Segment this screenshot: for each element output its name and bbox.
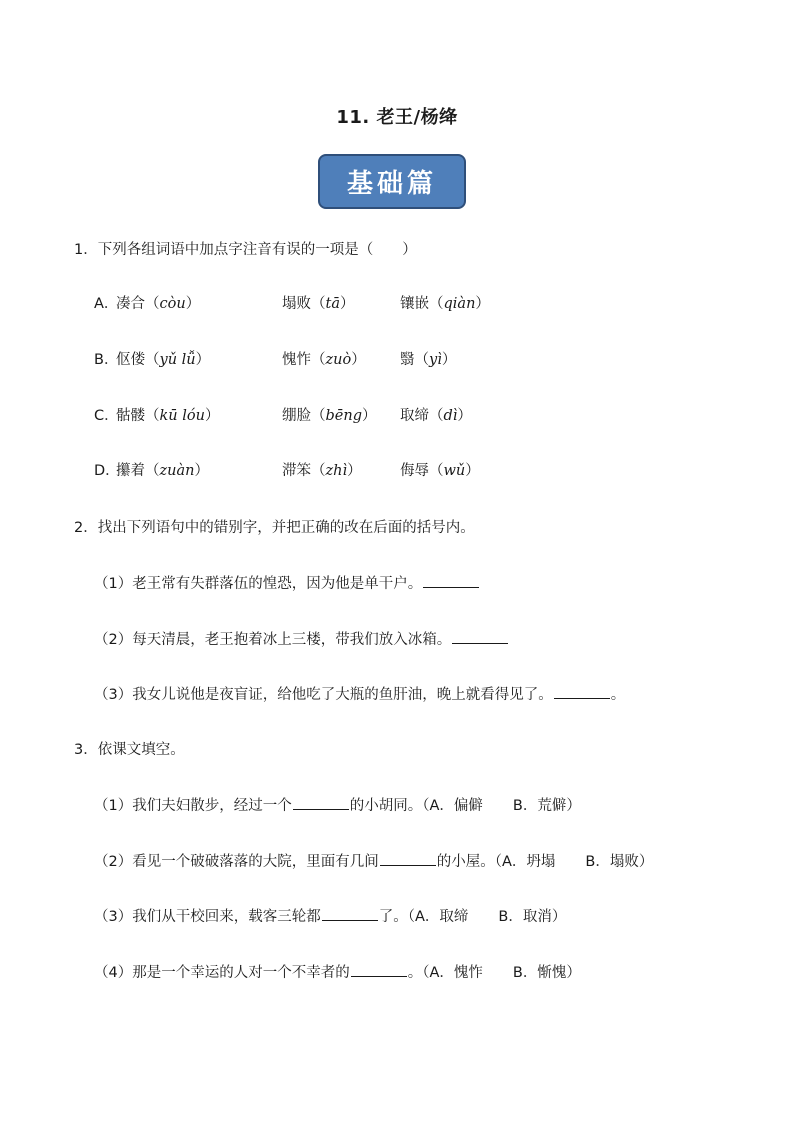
question-3-stem: 3．依课文填空。 xyxy=(74,742,185,758)
option-word: 翳 xyxy=(400,352,415,368)
option-word: 攥着 xyxy=(116,463,145,479)
option-term xyxy=(282,294,354,314)
answer-blank[interactable] xyxy=(351,962,407,977)
question-3-item-4 xyxy=(94,962,581,983)
option-word: 凑合 xyxy=(116,296,145,312)
question-3-item-before: （3）我们从干校回来，载客三轮都 xyxy=(94,909,321,925)
option-pinyin: zuò xyxy=(325,352,352,368)
paren-open: （ xyxy=(429,408,444,424)
option-a: （A．坍塌 xyxy=(494,854,556,870)
question-2-item-text: （3）我女儿说他是夜盲证，给他吃了大瓶的鱼肝油，晚上就看得见了。 xyxy=(94,687,553,703)
paren-close: ） xyxy=(457,408,472,424)
question-2-item-text: （1）老王常有失群落伍的惶恐，因为他是单干户。 xyxy=(94,576,423,592)
option-term xyxy=(116,350,210,370)
option-term xyxy=(116,461,209,481)
answer-blank[interactable] xyxy=(322,906,378,921)
option-b: B．荒僻） xyxy=(512,798,581,814)
answer-blank[interactable] xyxy=(554,684,610,699)
question-2-item-3 xyxy=(94,684,625,705)
question-3-item-3 xyxy=(94,906,566,927)
option-pinyin: yǔ lǚ xyxy=(159,352,196,368)
option-term xyxy=(116,294,200,314)
paren-open: （ xyxy=(145,352,160,368)
paren-close: ） xyxy=(347,463,362,479)
question-3-item-2 xyxy=(94,851,653,872)
option-word: 镶嵌 xyxy=(400,296,429,312)
question-3-item-before: （4）那是一个幸运的人对一个不幸者的 xyxy=(94,965,350,981)
option-pinyin: wǔ xyxy=(443,463,466,479)
option-term xyxy=(116,406,219,426)
option-word: 塌败 xyxy=(282,296,311,312)
answer-blank[interactable] xyxy=(293,795,349,810)
question-3-item-before: （1）我们夫妇散步，经过一个 xyxy=(94,798,292,814)
question-2-item-1 xyxy=(94,573,480,594)
option-pinyin: bēng xyxy=(325,408,362,424)
option-pinyin: tā xyxy=(325,296,340,312)
option-word: 伛偻 xyxy=(116,352,145,368)
question-2-item-2 xyxy=(94,629,509,650)
question-3-item-after: 的小胡同。 xyxy=(349,798,423,814)
paren-close: ） xyxy=(441,352,457,368)
paren-open: （ xyxy=(311,296,326,312)
question-3-item-after: 了。 xyxy=(378,909,408,925)
paren-close: ） xyxy=(361,408,377,424)
option-pinyin: qiàn xyxy=(443,296,476,312)
paren-open: （ xyxy=(429,463,444,479)
answer-blank[interactable] xyxy=(452,629,508,644)
paren-open: （ xyxy=(311,352,326,368)
option-word: 愧怍 xyxy=(282,352,311,368)
question-2-item-tail: 。 xyxy=(610,687,626,703)
paren-open: （ xyxy=(145,408,160,424)
option-pinyin: zhì xyxy=(325,463,348,479)
section-badge xyxy=(318,154,466,209)
option-a: （A．偏僻 xyxy=(422,798,483,814)
paren-close: ） xyxy=(475,296,490,312)
option-term xyxy=(400,294,490,314)
option-term xyxy=(282,406,376,426)
paren-open: （ xyxy=(414,352,429,368)
question-3-item-after: 。 xyxy=(407,965,423,981)
paren-close: ） xyxy=(194,463,209,479)
question-3-item-before: （2）看见一个破破落落的大院，里面有几间 xyxy=(94,854,379,870)
option-label: C． xyxy=(94,408,119,424)
question-1-stem: 1．下列各组词语中加点字注音有误的一项是（ ） xyxy=(74,242,417,258)
option-term xyxy=(400,406,472,426)
paren-open: （ xyxy=(429,296,444,312)
option-pinyin: dì xyxy=(443,408,458,424)
paren-close: ） xyxy=(195,352,211,368)
paren-close: ） xyxy=(339,296,355,312)
option-term xyxy=(282,461,362,481)
paren-open: （ xyxy=(311,463,326,479)
option-pinyin: zuàn xyxy=(159,463,195,479)
option-b: B．惭愧） xyxy=(512,965,581,981)
paren-open: （ xyxy=(145,463,160,479)
section-badge-label: 基础篇 xyxy=(346,169,437,199)
question-2-item-text: （2）每天清晨，老王抱着冰上三楼，带我们放入冰箱。 xyxy=(94,632,452,648)
option-word: 滞笨 xyxy=(282,463,311,479)
answer-blank[interactable] xyxy=(423,573,479,588)
question-3-item-1 xyxy=(94,795,581,816)
option-term xyxy=(400,350,456,370)
paren-open: （ xyxy=(311,408,326,424)
answer-blank[interactable] xyxy=(380,851,436,866)
option-term xyxy=(400,461,480,481)
option-word: 骷髅 xyxy=(116,408,145,424)
option-label: B． xyxy=(94,352,119,368)
paren-open: （ xyxy=(145,296,160,312)
option-label: A． xyxy=(94,296,119,312)
option-a: （A．愧怍 xyxy=(422,965,483,981)
question-3-item-after: 的小屋。 xyxy=(436,854,495,870)
paren-close: ） xyxy=(351,352,366,368)
option-term xyxy=(282,350,366,370)
option-pinyin: còu xyxy=(159,296,186,312)
page-title: 11. 老王/杨绛 xyxy=(336,107,458,128)
paren-close: ） xyxy=(465,463,480,479)
question-2-stem: 2．找出下列语句中的错别字，并把正确的改在后面的括号内。 xyxy=(74,520,475,536)
option-pinyin: kū lóu xyxy=(159,408,205,424)
option-word: 绷脸 xyxy=(282,408,311,424)
option-pinyin: yì xyxy=(429,352,442,368)
paren-close: ） xyxy=(204,408,220,424)
option-b: B．取消） xyxy=(498,909,567,925)
paren-close: ） xyxy=(185,296,201,312)
option-label: D． xyxy=(94,463,120,479)
option-b: B．塌败） xyxy=(585,854,654,870)
option-a: （A．取缔 xyxy=(407,909,469,925)
option-word: 侮辱 xyxy=(400,463,429,479)
option-word: 取缔 xyxy=(400,408,429,424)
